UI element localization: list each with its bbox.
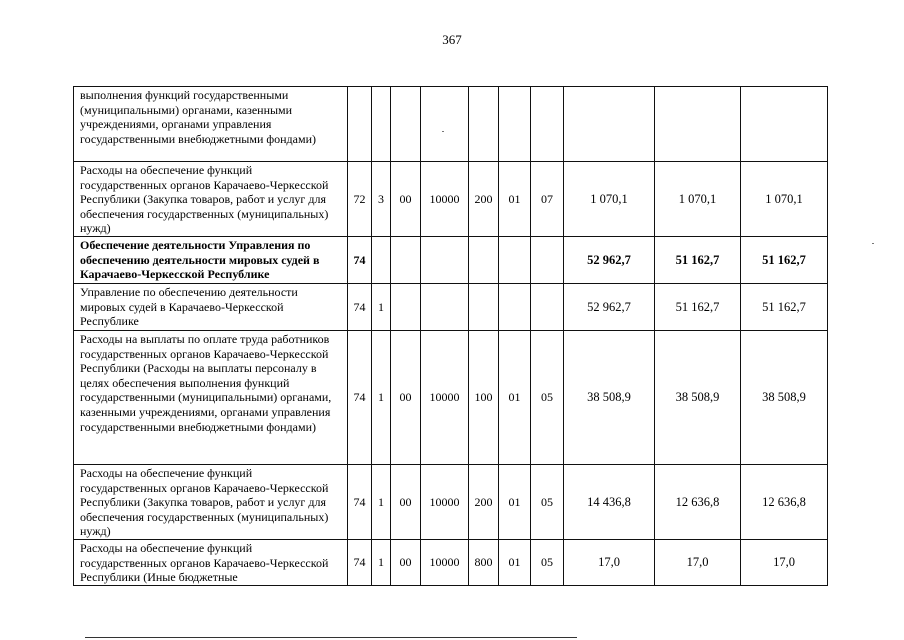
code-subsection — [531, 87, 564, 162]
amount-year-3 — [741, 87, 828, 162]
amount-year-1: 14 436,8 — [564, 465, 655, 540]
code-subsection: 05 — [531, 331, 564, 465]
budget-table — [73, 86, 828, 586]
code-program: 72 — [348, 162, 372, 237]
code-expense-type — [469, 87, 499, 162]
page-number: 367 — [442, 32, 462, 47]
code-subprogram: 1 — [372, 540, 391, 586]
amount-year-1: 1 070,1 — [564, 162, 655, 237]
row-description: Управление по обеспечению деятельности мировых судей в Карачаево-Черкесской Республике — [74, 284, 348, 331]
table-row — [74, 284, 828, 331]
amount-year-2: 17,0 — [655, 540, 741, 586]
code-section — [499, 237, 531, 284]
code-expense-type: 200 — [469, 465, 499, 540]
table-row — [74, 237, 828, 284]
amount-year-2: 51 162,7 — [655, 237, 741, 284]
code-subsection — [531, 284, 564, 331]
code-subprogram: 3 — [372, 162, 391, 237]
amount-year-3: 12 636,8 — [741, 465, 828, 540]
code-subprogram — [372, 87, 391, 162]
code-expense-type — [469, 284, 499, 331]
amount-year-2: 38 508,9 — [655, 331, 741, 465]
scan-speck — [442, 131, 444, 132]
scan-speck — [872, 243, 874, 244]
code-subprogram: 1 — [372, 465, 391, 540]
code-section: 01 — [499, 331, 531, 465]
code-event — [391, 284, 421, 331]
table-row — [74, 331, 828, 465]
code-expense-type: 100 — [469, 331, 499, 465]
amount-year-1: 38 508,9 — [564, 331, 655, 465]
table-row — [74, 540, 828, 586]
code-event: 00 — [391, 540, 421, 586]
code-direction — [421, 237, 469, 284]
code-section: 01 — [499, 465, 531, 540]
code-subsection: 07 — [531, 162, 564, 237]
code-event — [391, 87, 421, 162]
row-description: Расходы на обеспечение функций государственных органов Карачаево-Черкесской Республики (Закупка товаров, работ и услуг для обеспечения государственных (муниципальных) нужд) — [74, 465, 348, 540]
code-expense-type: 800 — [469, 540, 499, 586]
code-subsection: 05 — [531, 465, 564, 540]
row-description: выполнения функций государственными (муниципальными) органами, казенными учреждениями, органами управления государственными внебюджетными фондами) — [74, 87, 348, 162]
code-direction — [421, 284, 469, 331]
code-direction: 10000 — [421, 540, 469, 586]
code-section — [499, 284, 531, 331]
code-program: 74 — [348, 284, 372, 331]
amount-year-1: 17,0 — [564, 540, 655, 586]
code-program: 74 — [348, 465, 372, 540]
code-subsection: 05 — [531, 540, 564, 586]
code-program: 74 — [348, 331, 372, 465]
table-row — [74, 465, 828, 540]
amount-year-2: 1 070,1 — [655, 162, 741, 237]
row-description: Расходы на обеспечение функций государственных органов Карачаево-Черкесской Республики (Иные бюджетные — [74, 540, 348, 586]
row-description: Обеспечение деятельности Управления по обеспечению деятельности мировых судей в Карачаево-Черкесской Республике — [74, 237, 348, 284]
amount-year-3: 17,0 — [741, 540, 828, 586]
amount-year-1 — [564, 87, 655, 162]
code-direction: 10000 — [421, 465, 469, 540]
code-direction: 10000 — [421, 331, 469, 465]
page-divider — [85, 637, 577, 638]
code-event: 00 — [391, 465, 421, 540]
code-subprogram: 1 — [372, 331, 391, 465]
code-expense-type — [469, 237, 499, 284]
table-row — [74, 162, 828, 237]
amount-year-3: 51 162,7 — [741, 237, 828, 284]
row-description: Расходы на выплаты по оплате труда работников государственных органов Карачаево-Черкесской Республики (Расходы на выплаты персоналу в целях обеспечения выполнения функций государственными (муниципальными) органами, казенными учреждениями, органами управления государственными внебюджетными фондами) — [74, 331, 348, 465]
amount-year-3: 38 508,9 — [741, 331, 828, 465]
table-row — [74, 87, 828, 162]
code-section: 01 — [499, 162, 531, 237]
code-subsection — [531, 237, 564, 284]
code-section — [499, 87, 531, 162]
row-description: Расходы на обеспечение функций государственных органов Карачаево-Черкесской Республики (Закупка товаров, работ и услуг для обеспечения государственных (муниципальных) нужд) — [74, 162, 348, 237]
code-event: 00 — [391, 162, 421, 237]
code-expense-type: 200 — [469, 162, 499, 237]
amount-year-1: 52 962,7 — [564, 284, 655, 331]
amount-year-3: 1 070,1 — [741, 162, 828, 237]
code-subprogram — [372, 237, 391, 284]
amount-year-3: 51 162,7 — [741, 284, 828, 331]
code-direction: 10000 — [421, 162, 469, 237]
code-section: 01 — [499, 540, 531, 586]
code-direction — [421, 87, 469, 162]
amount-year-2 — [655, 87, 741, 162]
amount-year-2: 12 636,8 — [655, 465, 741, 540]
code-program — [348, 87, 372, 162]
amount-year-2: 51 162,7 — [655, 284, 741, 331]
code-subprogram: 1 — [372, 284, 391, 331]
code-program: 74 — [348, 237, 372, 284]
code-event — [391, 237, 421, 284]
code-program: 74 — [348, 540, 372, 586]
code-event: 00 — [391, 331, 421, 465]
amount-year-1: 52 962,7 — [564, 237, 655, 284]
